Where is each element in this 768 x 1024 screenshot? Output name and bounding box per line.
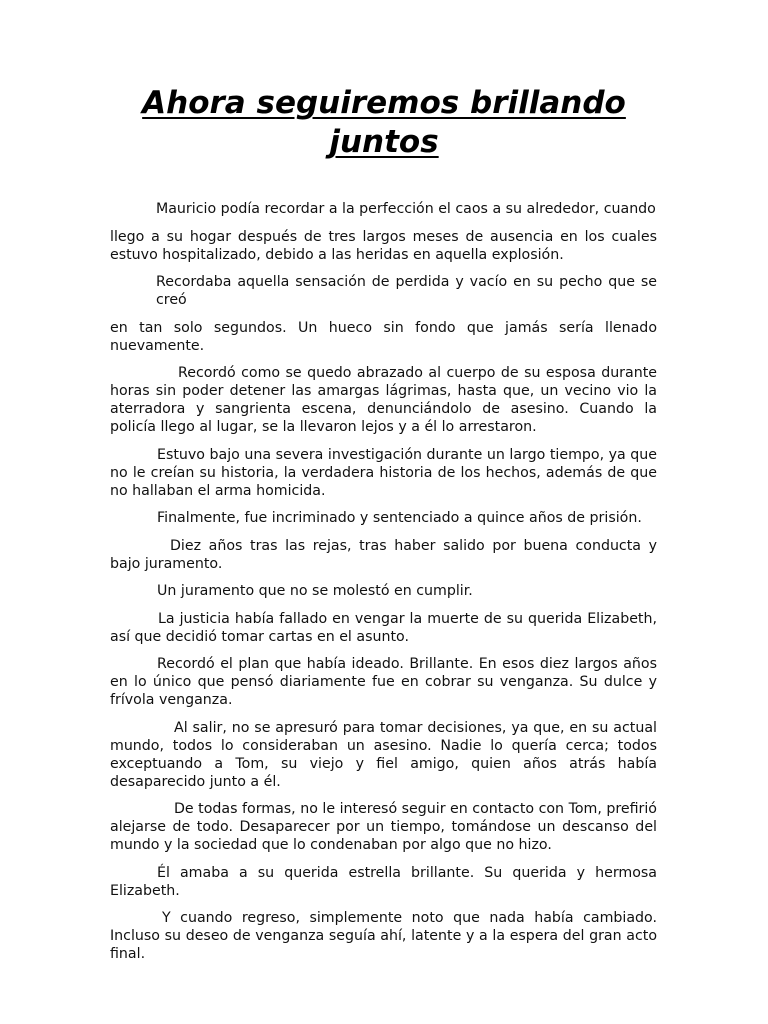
paragraph-3: Recordaba aquella sensación de perdida y vacío en su pecho que se creó [156,274,657,308]
paragraph-13: De todas formas, no le interesó seguir en contacto con Tom, prefirió alejarse de todo. Desaparecer por un tiempo, tomándose un descanso del mundo y la sociedad que lo condenaban por algo que no hizo. [110,801,657,853]
paragraph-2: llego a su hogar después de tres largos meses de ausencia en los cuales estuvo hospitalizado, debido a las heridas en aquella explosión. [110,228,657,263]
document-body [110,200,657,973]
paragraph-15: Y cuando regreso, simplemente noto que nada había cambiado. Incluso su deseo de venganza seguía ahí, latente y a la espera del gran acto final. [110,910,657,962]
paragraph-5: Recordó como se quedo abrazado al cuerpo de su esposa durante horas sin poder detener las amargas lágrimas, hasta que, un vecino vio la aterradora y sangrienta escena, denunciándolo de asesino. Cuando la policía llego al lugar, se la llevaron lejos y a él lo arrestaron. [110,365,657,435]
paragraph-4: en tan solo segundos. Un hueco sin fondo que jamás sería llenado nuevamente. [110,319,657,354]
paragraph-1: Mauricio podía recordar a la perfección el caos a su alrededor, cuando [156,201,656,217]
paragraph-12: Al salir, no se apresuró para tomar decisiones, ya que, en su actual mundo, todos lo consideraban un asesino. Nadie lo quería cerca; todos exceptuando a Tom, su viejo y fiel amigo, quien años atrás había desaparecido junto a él. [110,719,657,790]
paragraph-7: Finalmente, fue incriminado y sentenciado a quince años de prisión. [157,510,642,526]
paragraph-14: Él amaba a su querida estrella brillante. Su querida y hermosa Elizabeth. [110,864,657,899]
paragraph-9: Un juramento que no se molestó en cumplir. [157,583,473,599]
document-title: Ahora seguiremos brillando juntos [142,85,626,160]
paragraph-8: Diez años tras las rejas, tras haber salido por buena conducta y bajo juramento. [110,537,657,572]
paragraph-10: La justicia había fallado en vengar la muerte de su querida Elizabeth, así que decidió tomar cartas en el asunto. [110,610,657,645]
paragraph-6: Estuvo bajo una severa investigación durante un largo tiempo, ya que no le creían su historia, la verdadera historia de los hechos, además de que no hallaban el arma homicida. [110,446,657,499]
paragraph-11: Recordó el plan que había ideado. Brillante. En esos diez largos años en lo único que pensó diariamente fue en cobrar su venganza. Su dulce y frívola venganza. [110,656,657,708]
